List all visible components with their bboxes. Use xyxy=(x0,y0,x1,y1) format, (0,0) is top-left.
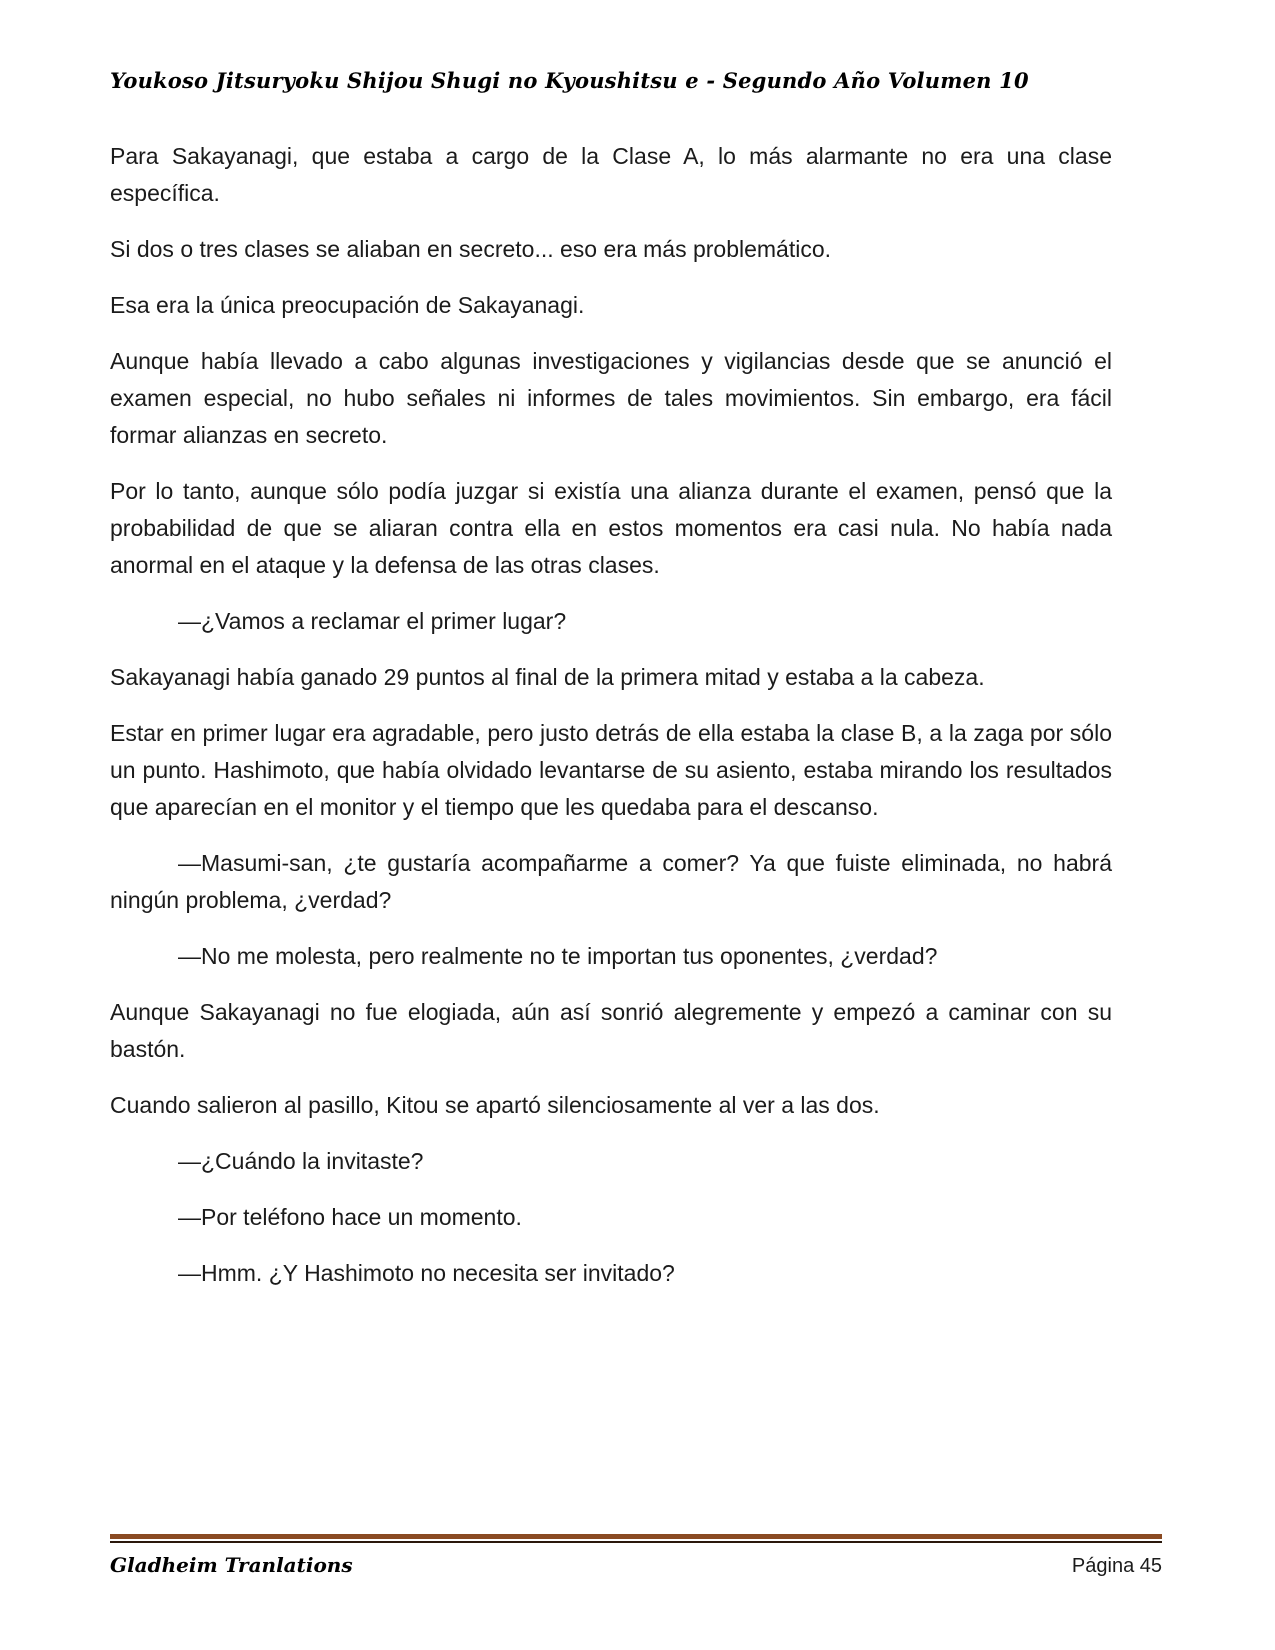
paragraph: Esa era la única preocupación de Sakayanagi. xyxy=(110,292,585,318)
paragraph: Si dos o tres clases se aliaban en secreto... eso era más problemático. xyxy=(110,236,832,262)
footer-rule-thick xyxy=(110,1534,1162,1539)
paragraph: Cuando salieron al pasillo, Kitou se apartó silenciosamente al ver a las dos. xyxy=(110,1092,880,1118)
paragraph: Aunque había llevado a cabo algunas investigaciones y vigilancias desde que se anunció el examen especial, no hubo señales ni informes de tales movimientos. Sin embargo, era fácil formar alianzas en secreto. xyxy=(110,348,1112,448)
dialogue-paragraph: —¿Cuándo la invitaste? xyxy=(178,1148,424,1174)
document-title: Youkoso Jitsuryoku Shijou Shugi no Kyoushitsu e - Segundo Año Volumen 10 xyxy=(110,68,1029,93)
page-header xyxy=(110,68,1163,93)
paragraph: Por lo tanto, aunque sólo podía juzgar si existía una alianza durante el examen, pensó que la probabilidad de que se aliaran contra ella en estos momentos era casi nula. No había nada anormal en el ataque y la defensa de las otras clases. xyxy=(110,478,1112,578)
footer-rule-thin xyxy=(110,1541,1162,1543)
paragraph: Sakayanagi había ganado 29 puntos al final de la primera mitad y estaba a la cabeza. xyxy=(110,664,985,690)
document-body xyxy=(110,138,1112,1311)
dialogue-paragraph: —Masumi-san, ¿te gustaría acompañarme a comer? Ya que fuiste eliminada, no habrá ningún problema, ¿verdad? xyxy=(110,850,1112,913)
dialogue-paragraph: —Por teléfono hace un momento. xyxy=(178,1204,522,1230)
dialogue-paragraph: —No me molesta, pero realmente no te importan tus oponentes, ¿verdad? xyxy=(178,943,938,969)
footer-page-number: Página 45 xyxy=(1071,1555,1162,1577)
paragraph: Estar en primer lugar era agradable, pero justo detrás de ella estaba la clase B, a la zaga por sólo un punto. Hashimoto, que había olvidado levantarse de su asiento, estaba mirando los resultados que aparecían en el monitor y el tiempo que les quedaba para el descanso. xyxy=(110,720,1112,820)
page-footer xyxy=(110,1534,1162,1578)
paragraph: Para Sakayanagi, que estaba a cargo de la Clase A, lo más alarmante no era una clase específica. xyxy=(110,143,1112,206)
paragraph: Aunque Sakayanagi no fue elogiada, aún así sonrió alegremente y empezó a caminar con su bastón. xyxy=(110,999,1112,1062)
dialogue-paragraph: —¿Vamos a reclamar el primer lugar? xyxy=(178,608,567,634)
footer-row xyxy=(110,1553,1162,1578)
dialogue-paragraph: —Hmm. ¿Y Hashimoto no necesita ser invitado? xyxy=(178,1260,675,1286)
footer-translator-name: Gladheim Tranlations xyxy=(110,1553,353,1577)
